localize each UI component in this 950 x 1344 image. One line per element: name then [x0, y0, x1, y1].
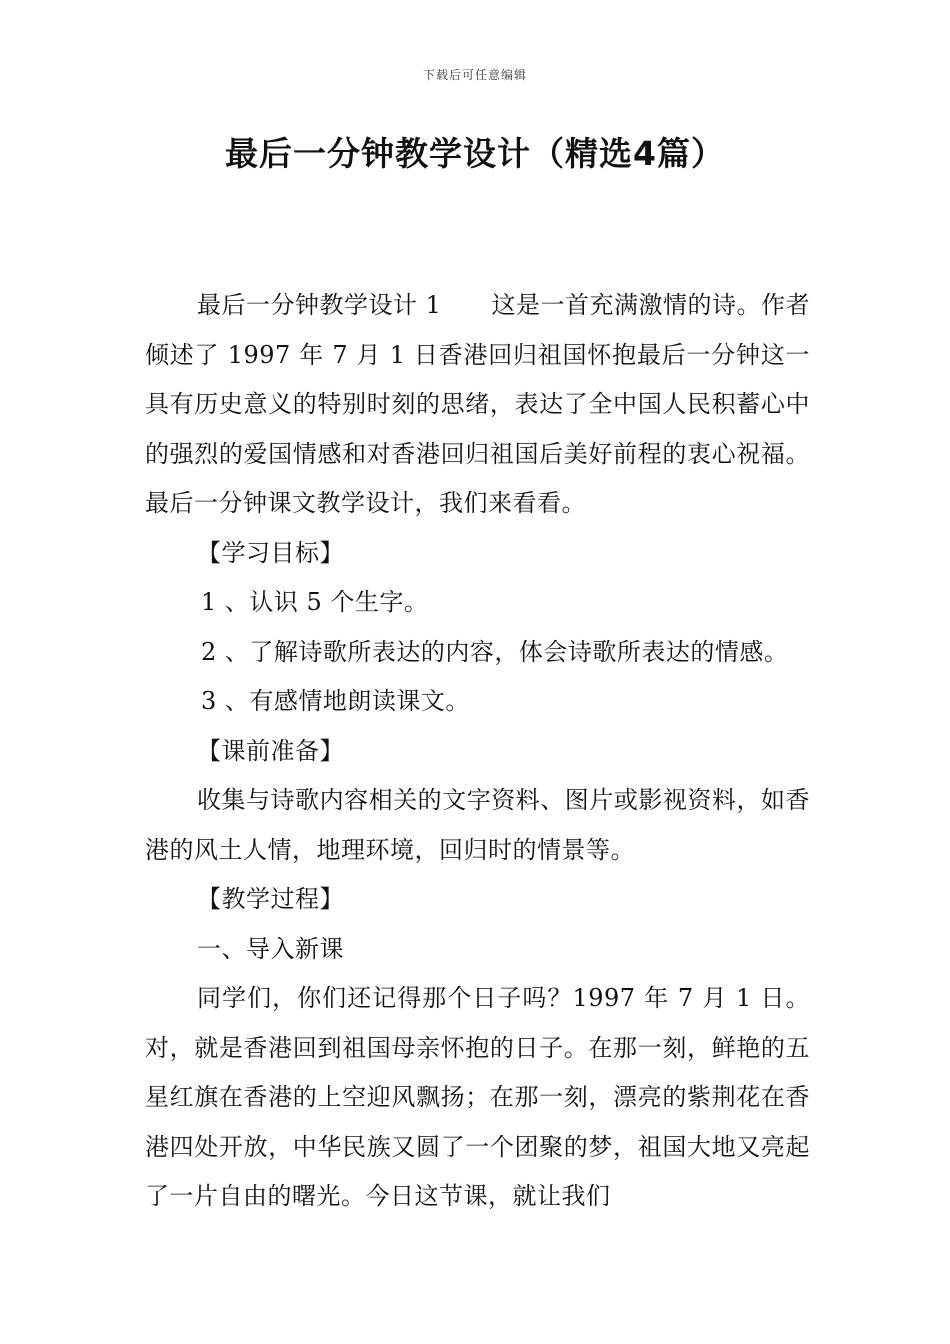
section-heading: 最后一分钟教学设计 1 — [197, 291, 442, 319]
goals-heading: 【学习目标】 — [197, 538, 344, 567]
intro-text: 这是一首充满激情的诗。作者倾述了 1997 年 7 月 1 日香港回归祖国怀抱最后一分钟这一具有历史意义的特别时刻的思绪，表达了全中国人民积蓄心中的强烈的爱国情感和对香港回归祖国后美好前程的衷心祝福。最后一分钟课文教学设计，我们来看看。 — [145, 291, 811, 517]
goal-item-1: 1 、认识 5 个生字。 — [201, 588, 429, 616]
intro-paragraph — [145, 281, 810, 529]
step-one-paragraph: 同学们，你们还记得那个日子吗？1997 年 7 月 1 日。对，就是香港回到祖国母亲怀抱的日子。在那一刻，鲜艳的五星红旗在香港的上空迎风飘扬；在那一刻，漂亮的紫荆花在香港四处开放，中华民族又圆了一个团聚的梦，祖国大地又亮起了一片自由的曙光。今日这节课，就让我们 — [145, 984, 810, 1210]
step-one-heading: 一、导入新课 — [197, 934, 344, 963]
process-heading: 【教学过程】 — [197, 885, 344, 913]
goal-item-2: 2 、了解诗歌所表达的内容，体会诗歌所表达的情感。 — [201, 637, 789, 666]
goal-item-3: 3 、有感情地朗读课文。 — [201, 687, 470, 715]
header-note: 下载后可任意编辑 — [422, 68, 527, 82]
prep-paragraph: 收集与诗歌内容相关的文字资料、图片或影视资料，如香港的风土人情，地理环境，回归时的情景等。 — [145, 786, 810, 864]
prep-heading: 【课前准备】 — [197, 736, 344, 765]
document-body — [145, 281, 810, 1222]
document-title: 最后一分钟教学设计（精选4篇） — [225, 134, 725, 173]
